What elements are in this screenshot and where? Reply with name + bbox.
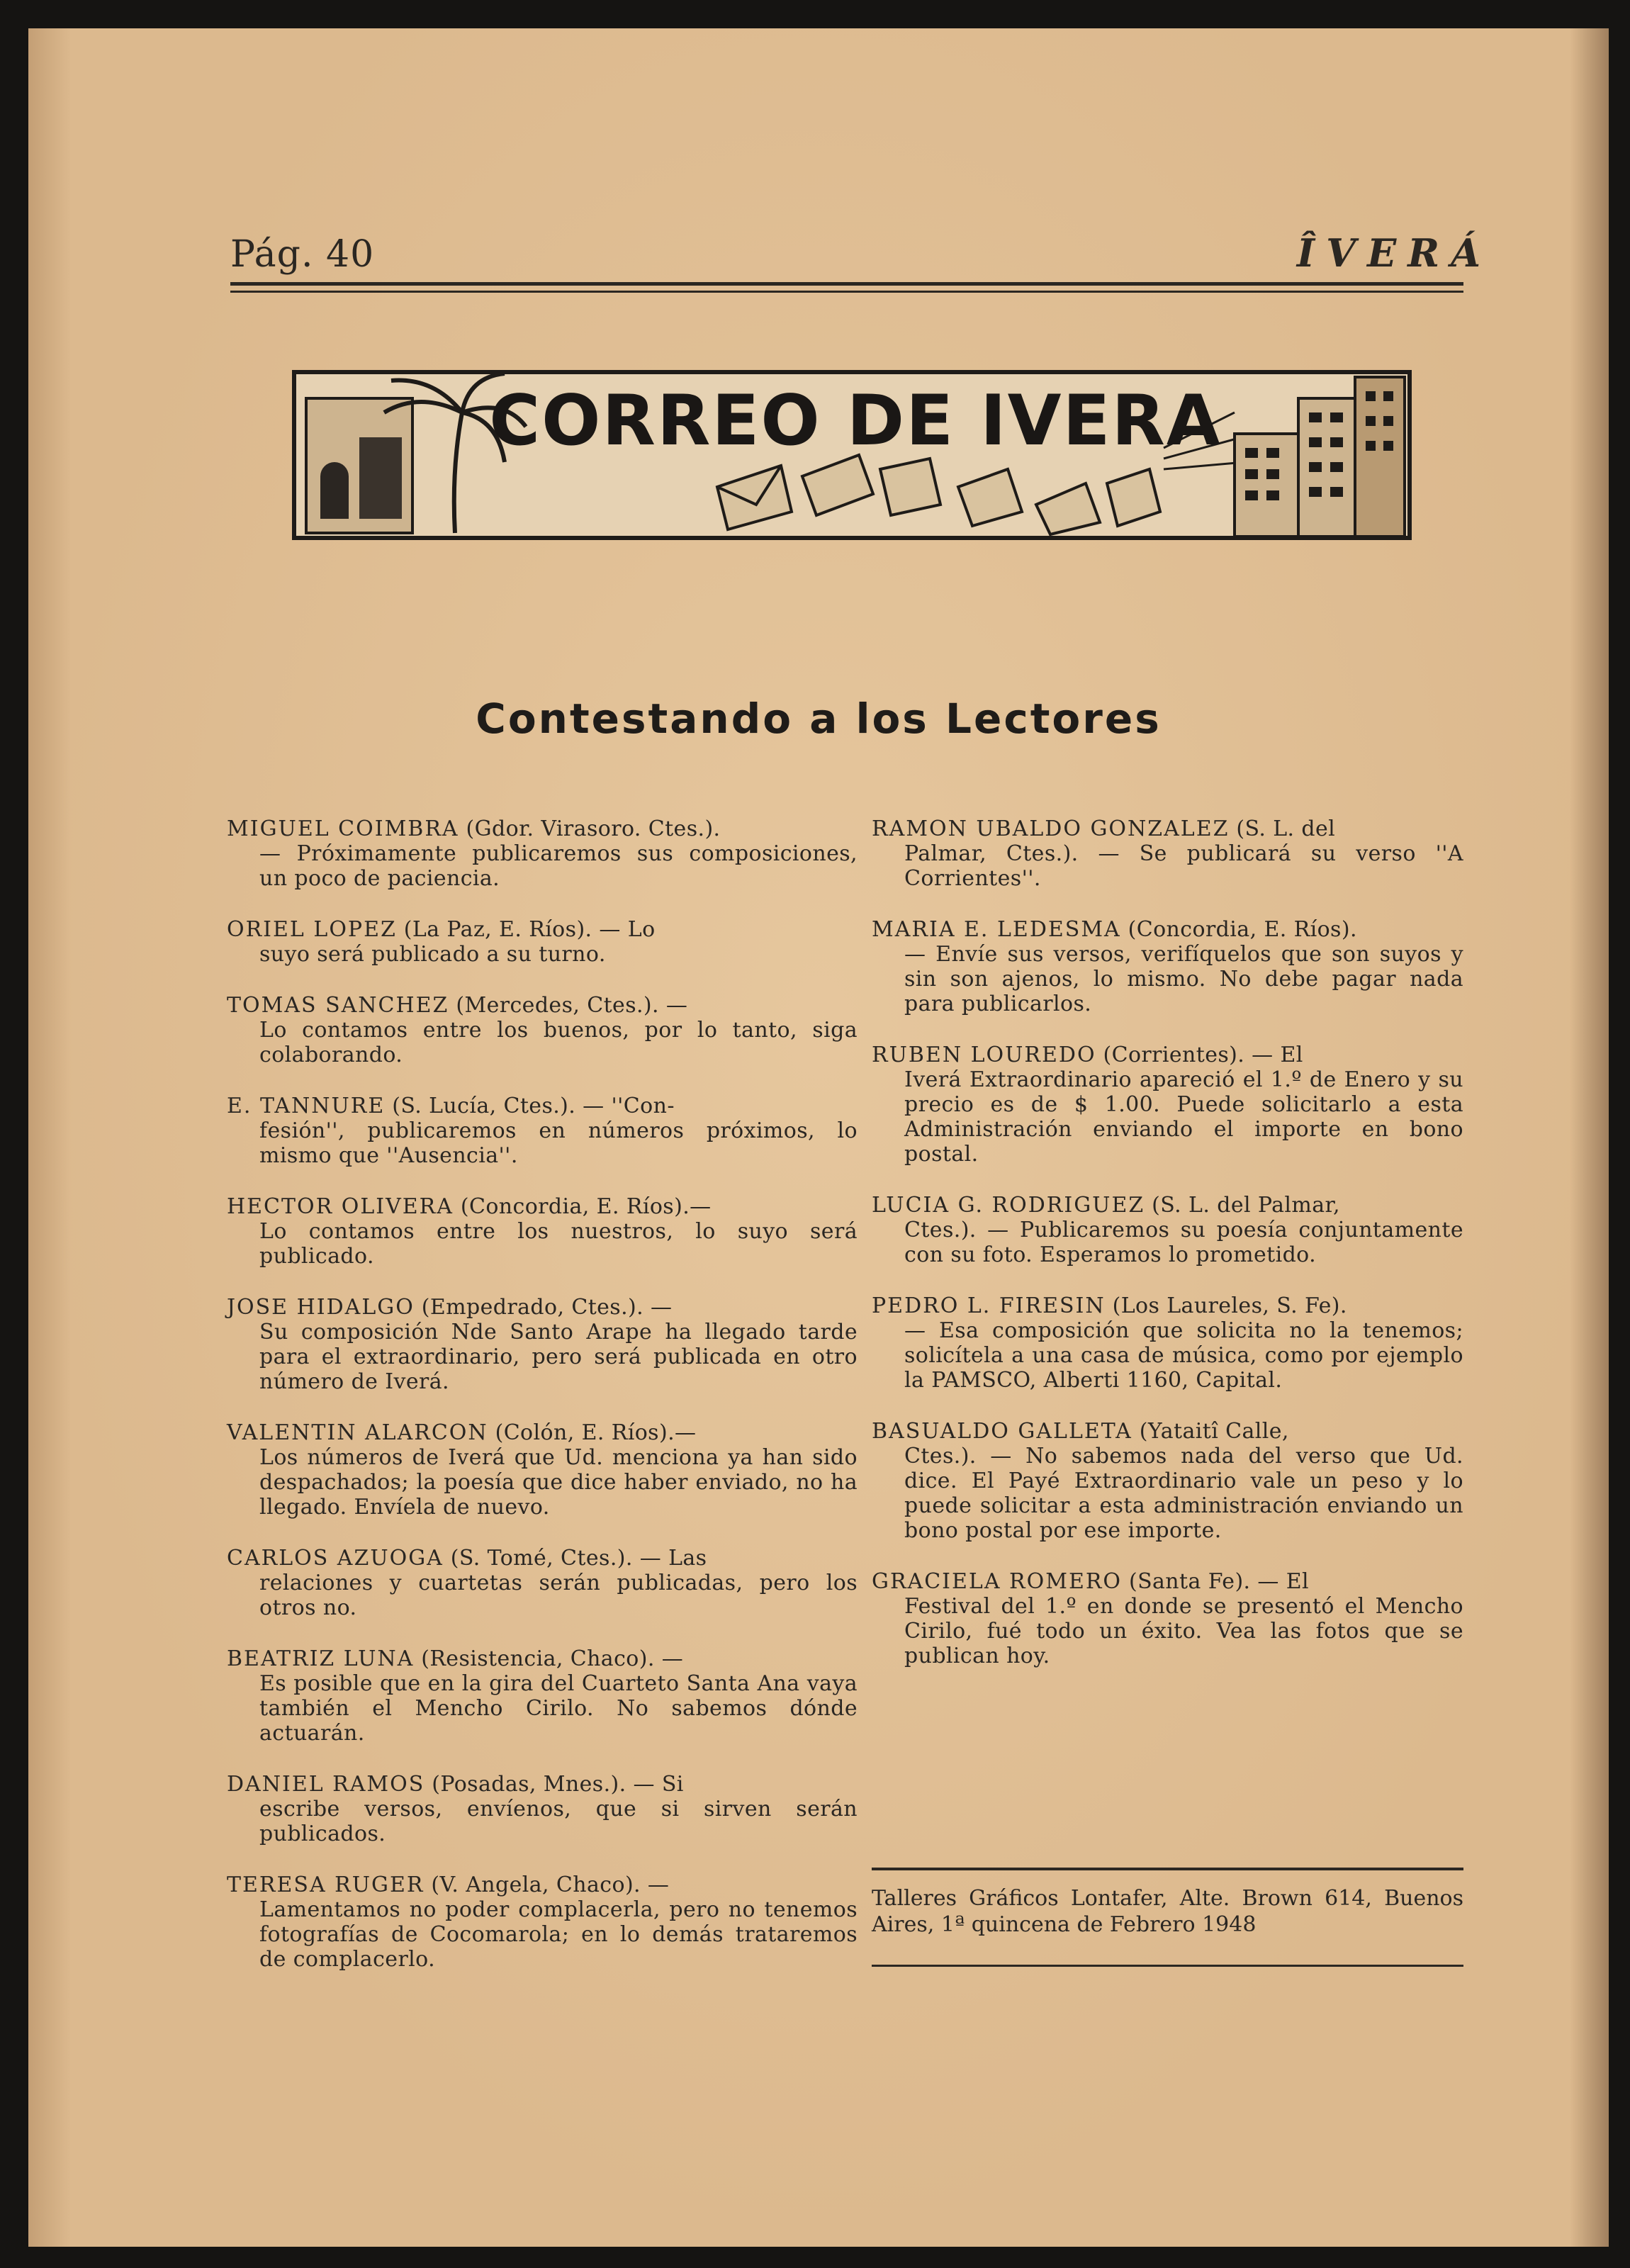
reply-text: escribe versos, envíenos, que si sirven serán publicados. bbox=[259, 1797, 858, 1846]
reply-text: suyo será publicado a su turno. bbox=[259, 942, 606, 967]
reader-name: TOMAS SANCHEZ bbox=[227, 993, 449, 1018]
reader-name: E. TANNURE bbox=[227, 1094, 386, 1118]
reader-location: (S. L. del Palmar, bbox=[1152, 1193, 1340, 1218]
reader-name: RUBEN LOUREDO bbox=[872, 1043, 1096, 1067]
reader-reply bbox=[872, 1193, 1463, 1267]
banner-title: CORREO DE IVERA bbox=[489, 381, 1222, 461]
reader-reply bbox=[227, 1094, 858, 1168]
reader-location: (Corrientes). — El bbox=[1103, 1043, 1303, 1067]
reader-location: (Empedrado, Ctes.). — bbox=[421, 1295, 673, 1320]
page-edge-shadow bbox=[1570, 28, 1609, 2247]
reader-location: (Colón, E. Ríos).— bbox=[495, 1420, 697, 1445]
footer-rule-top bbox=[872, 1868, 1463, 1870]
reader-name: CARLOS AZUOGA bbox=[227, 1546, 444, 1571]
reply-text: fesión'', publicaremos en números próximos, lo mismo que ''Ausencia''. bbox=[259, 1118, 858, 1168]
reader-reply bbox=[872, 917, 1463, 1016]
reader-reply bbox=[227, 1772, 858, 1846]
reader-name: BEATRIZ LUNA bbox=[227, 1646, 415, 1671]
page-header bbox=[230, 230, 1492, 280]
reader-name: MARIA E. LEDESMA bbox=[872, 917, 1121, 942]
reply-text: Lamentamos no poder complacerla, pero no tenemos fotografías de Cocomarola; en lo demás trataremos de complacerlo. bbox=[259, 1897, 858, 1972]
reader-location: (Santa Fe). — El bbox=[1128, 1569, 1310, 1594]
reader-name: RAMON UBALDO GONZALEZ bbox=[872, 816, 1230, 841]
footer-rule-bottom bbox=[872, 1965, 1463, 1967]
magazine-page bbox=[28, 28, 1609, 2247]
correo-banner bbox=[292, 370, 1412, 540]
right-column bbox=[872, 816, 1463, 1695]
reply-text: Iverá Extraordinario apareció el 1.º de Enero y su precio es de $ 1.00. Puede solicitarlo a esta Administración enviando el importe en bono postal. bbox=[904, 1067, 1463, 1167]
header-rule-thick bbox=[230, 282, 1463, 286]
reader-location: (Resistencia, Chaco). — bbox=[421, 1646, 684, 1671]
printer-imprint: Talleres Gráficos Lontafer, Alte. Brown 614, Buenos Aires, 1ª quincena de Febrero 1948 bbox=[872, 1886, 1463, 1937]
reply-text: relaciones y cuartetas serán publicadas, pero los otros no. bbox=[259, 1571, 858, 1620]
reader-reply bbox=[227, 1295, 858, 1394]
magazine-title: ÎVERÁ bbox=[1296, 230, 1492, 276]
reply-text: Ctes.). — No sabemos nada del verso que Ud. dice. El Payé Extraordinario vale un peso y lo puede solicitar a esta administración enviando un bono postal por ese importe. bbox=[904, 1444, 1463, 1543]
reader-location: (Mercedes, Ctes.). — bbox=[456, 993, 688, 1018]
reader-reply bbox=[872, 1419, 1463, 1543]
reader-reply bbox=[227, 1546, 858, 1620]
reader-location: (Concordia, E. Ríos).— bbox=[460, 1194, 712, 1219]
left-column bbox=[227, 816, 858, 1998]
reader-reply bbox=[227, 1646, 858, 1746]
reader-reply bbox=[872, 1569, 1463, 1668]
reader-location: (V. Angela, Chaco). — bbox=[431, 1873, 670, 1897]
reader-reply bbox=[227, 917, 858, 967]
reader-location: (S. Lucía, Ctes.). — ''Con- bbox=[392, 1094, 675, 1118]
reader-reply bbox=[227, 1194, 858, 1269]
reply-text: Lo contamos entre los buenos, por lo tanto, siga colaborando. bbox=[259, 1018, 858, 1067]
reader-name: JOSE HIDALGO bbox=[227, 1295, 415, 1320]
reader-location: (Los Laureles, S. Fe). bbox=[1112, 1293, 1347, 1318]
header-rule-thin bbox=[230, 291, 1463, 293]
page-number: Pág. 40 bbox=[230, 233, 375, 276]
reader-name: DANIEL RAMOS bbox=[227, 1772, 425, 1797]
reader-name: HECTOR OLIVERA bbox=[227, 1194, 454, 1219]
reader-reply bbox=[872, 816, 1463, 891]
reader-location: (La Paz, E. Ríos). — Lo bbox=[403, 917, 656, 942]
reader-name: BASUALDO GALLETA bbox=[872, 1419, 1132, 1444]
reader-reply bbox=[872, 1293, 1463, 1393]
reader-name: GRACIELA ROMERO bbox=[872, 1569, 1123, 1594]
reader-name: MIGUEL COIMBRA bbox=[227, 816, 459, 841]
reply-text: Es posible que en la gira del Cuarteto Santa Ana vaya también el Mencho Cirilo. No sabemos dónde actuarán. bbox=[259, 1671, 858, 1746]
reader-reply bbox=[227, 1873, 858, 1972]
reader-reply bbox=[227, 1420, 858, 1520]
reader-name: TERESA RUGER bbox=[227, 1873, 425, 1897]
reply-text: Ctes.). — Publicaremos su poesía conjuntamente con su foto. Esperamos lo prometido. bbox=[904, 1218, 1463, 1267]
reply-text: — Esa composición que solicita no la tenemos; solicítela a una casa de música, como por ejemplo la PAMSCO, Alberti 1160, Capital. bbox=[904, 1318, 1463, 1393]
reader-reply bbox=[227, 816, 858, 891]
reply-text: Su composición Nde Santo Arape ha llegado tarde para el extraordinario, pero será publicada en otro número de Iverá. bbox=[259, 1320, 858, 1394]
reader-location: (S. Tomé, Ctes.). — Las bbox=[450, 1546, 707, 1571]
reader-name: VALENTIN ALARCON bbox=[227, 1420, 488, 1445]
reader-name: PEDRO L. FIRESIN bbox=[872, 1293, 1106, 1318]
reader-name: ORIEL LOPEZ bbox=[227, 917, 397, 942]
reader-location: (Concordia, E. Ríos). bbox=[1128, 917, 1357, 942]
reader-reply bbox=[227, 993, 858, 1067]
reader-location: (Posadas, Mnes.). — Si bbox=[432, 1772, 684, 1797]
reply-text: Festival del 1.º en donde se presentó el Mencho Cirilo, fué todo un éxito. Vea las fotos que se publican hoy. bbox=[904, 1594, 1463, 1668]
reader-location: (S. L. del bbox=[1236, 816, 1336, 841]
reply-text: Los números de Iverá que Ud. menciona ya han sido despachados; la poesía que dice haber enviado, no ha llegado. Envíela de nuevo. bbox=[259, 1445, 858, 1520]
reader-name: LUCIA G. RODRIGUEZ bbox=[872, 1193, 1145, 1218]
reader-reply bbox=[872, 1043, 1463, 1167]
banner-illustration bbox=[292, 370, 1412, 540]
reply-text: — Envíe sus versos, verifíquelos que son suyos y sin son ajenos, lo mismo. No debe pagar nada para publicarlos. bbox=[904, 942, 1463, 1016]
reply-text: Lo contamos entre los nuestros, lo suyo será publicado. bbox=[259, 1219, 858, 1269]
reply-text: — Próximamente publicaremos sus composiciones, un poco de paciencia. bbox=[259, 841, 858, 891]
section-heading: Contestando a los Lectores bbox=[476, 695, 1162, 743]
reader-location: (Yataitî Calle, bbox=[1139, 1419, 1289, 1444]
reply-text: Palmar, Ctes.). — Se publicará su verso ''A Corrientes''. bbox=[904, 841, 1463, 891]
reader-location: (Gdor. Virasoro. Ctes.). bbox=[466, 816, 721, 841]
